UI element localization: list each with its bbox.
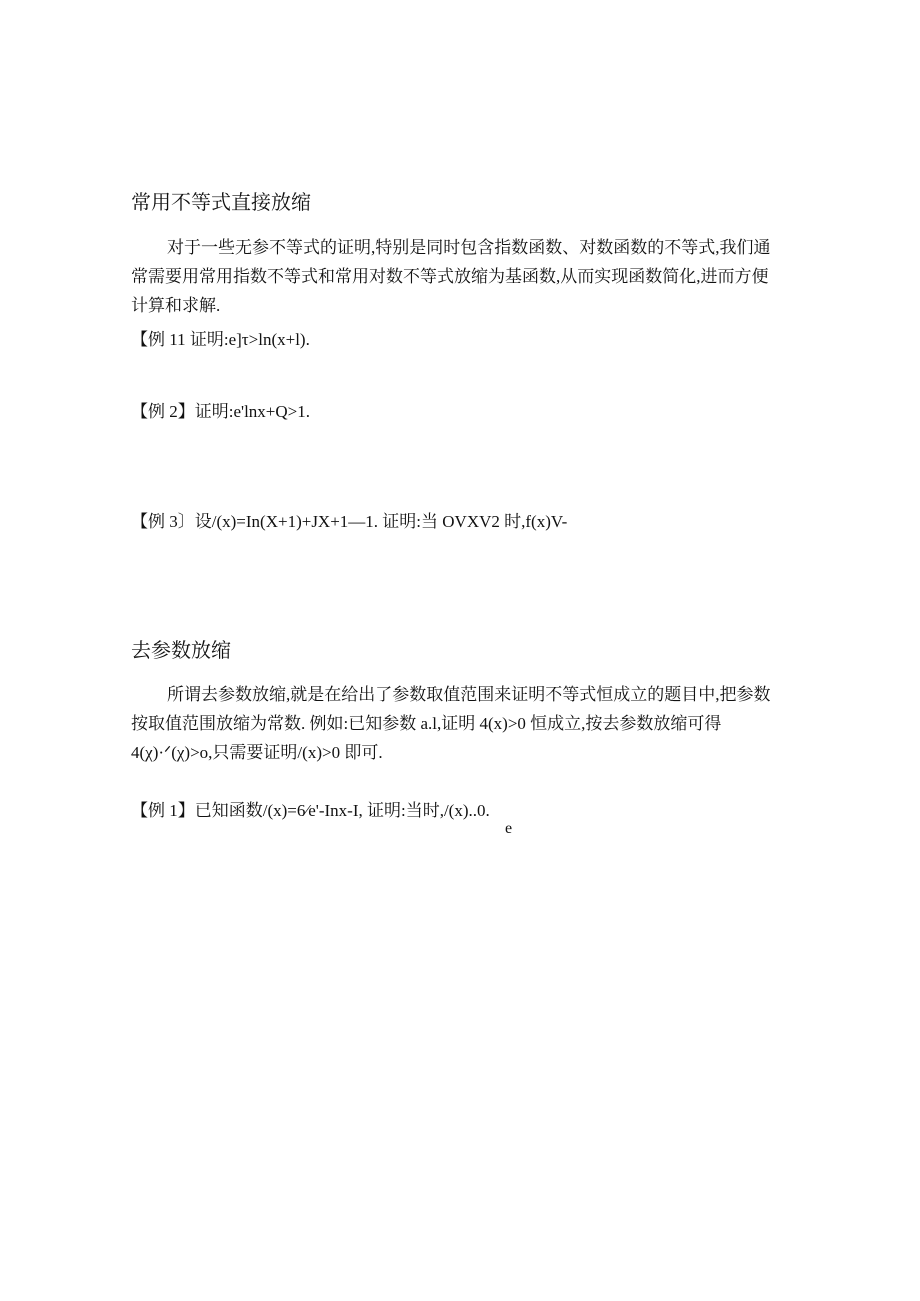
paragraph-line: 所谓去参数放缩,就是在给出了参数取值范围来证明不等式恒成立的题目中,把参数: [167, 685, 771, 704]
example-subscript: e: [505, 820, 513, 837]
section-2-example-1: 【例 1】已知函数/(x)=6⁄e'-Inx-I, 证明:当时,/(x)..0.: [131, 801, 490, 820]
paragraph-line: 4(χ)·ᐟ(χ)>o,只需要证明/(x)>0 即可.: [131, 743, 383, 762]
example-1: 【例 11 证明:e]τ>ln(x+l).: [131, 330, 310, 349]
section-2-paragraph: [131, 680, 786, 767]
paragraph-line: 计算和求解.: [131, 296, 221, 315]
section-2-title: 去参数放缩: [131, 638, 231, 662]
example-3: 【例 3〕设/(x)=In(X+1)+JX+1—1. 证明:当 OVXV2 时,f(x)V-: [131, 512, 568, 531]
paragraph-line: 对于一些无参不等式的证明,特别是同时包含指数函数、对数函数的不等式,我们通: [167, 238, 771, 257]
section-1-paragraph: [131, 233, 786, 320]
section-1-title: 常用不等式直接放缩: [131, 190, 311, 214]
paragraph-line: 常需要用常用指数不等式和常用对数不等式放缩为基函数,从而实现函数简化,进而方便: [131, 267, 769, 286]
paragraph-line: 按取值范围放缩为常数. 例如:已知参数 a.l,证明 4(x)>0 恒成立,按去参数放缩可得: [131, 714, 722, 733]
example-2: 【例 2】证明:e'lnx+Q>1.: [131, 402, 311, 421]
